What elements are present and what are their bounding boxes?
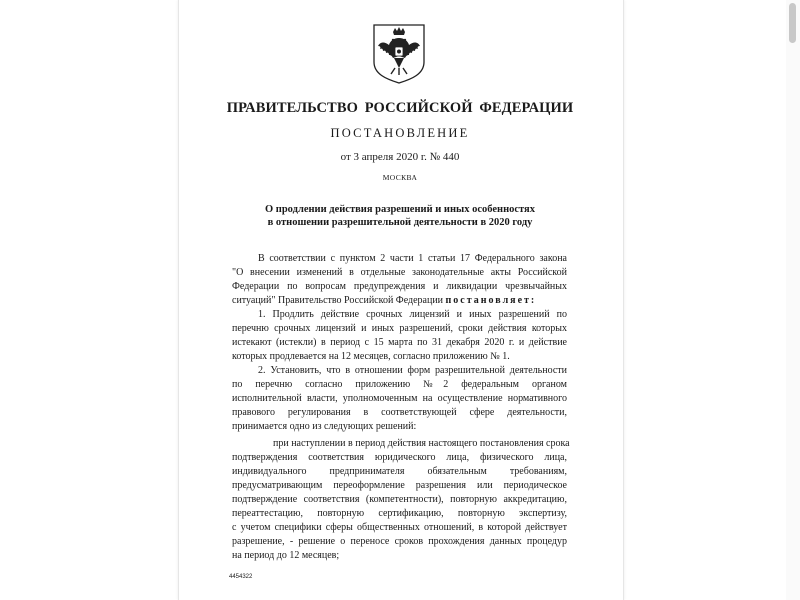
body-line: которых продлевается на 12 месяцев, согласно приложению № 1.	[232, 351, 510, 362]
document-date-number: от 3 апреля 2020 г. № 440	[340, 151, 460, 163]
body-line: истекают (истекли) в период с 15 марта по 31 декабря 2020 г. и действие	[232, 337, 567, 348]
body-text: ситуаций" Правительство Российской Федерации	[232, 295, 446, 306]
body-line: переаттестацию, повторную сертификацию, повторную экспертизу,	[232, 508, 567, 519]
document-city: МОСКВА	[382, 173, 418, 182]
scrollbar-thumb[interactable]	[789, 3, 796, 43]
body-line: подтверждение соответствия (компетентности), повторную аккредитацию,	[232, 494, 567, 505]
document-subject	[178, 203, 622, 229]
body-line: по перечню согласно приложению №2 федеральным органом	[232, 379, 567, 390]
subject-line: в отношении разрешительной деятельности в 2020 году	[267, 217, 533, 228]
body-line: перечню срочных лицензий и иных разрешений, сроки действия которых	[232, 323, 567, 334]
body-line: В соответствии с пунктом 2 части 1 статьи 17 Федерального закона	[258, 253, 567, 264]
body-line: разрешение, - решение о переносе сроков прохождения данных процедур	[232, 536, 567, 547]
body-line: индивидуального предпринимателя обязательным требованиям,	[232, 466, 567, 477]
document-type: ПОСТАНОВЛЕНИЕ	[330, 126, 470, 140]
resolution-keyword: постановляет:	[445, 295, 537, 306]
body-line: исполнительной власти, уполномоченным на осуществление нормативного	[232, 393, 567, 404]
body-line: подтверждения соответствия юридического лица, физического лица,	[232, 452, 567, 463]
subject-line: О продлении действия разрешений и иных особенностях	[265, 204, 535, 215]
body-line: с учетом специфики сферы общественных отношений, в которой действует	[232, 522, 567, 533]
document-footer-id: 4454322	[229, 574, 253, 580]
body-line: на период до 12 месяцев;	[232, 550, 340, 561]
scrollbar-track[interactable]	[786, 0, 800, 600]
body-line: 2. Установить, что в отношении форм разрешительной деятельности	[258, 365, 567, 376]
body-line: предусматривающим переоформление разрешения или периодическое	[232, 480, 567, 491]
body-line: "О внесении изменений в отдельные законодательные акты Российской	[232, 267, 567, 278]
body-line: Федерации по вопросам предупреждения и ликвидации чрезвычайных	[232, 281, 567, 292]
state-emblem-icon	[368, 22, 430, 84]
body-line	[232, 295, 567, 307]
body-line: принимается одно из следующих решений:	[232, 421, 417, 432]
government-title: ПРАВИТЕЛЬСТВО РОССИЙСКОЙ ФЕДЕРАЦИИ	[226, 100, 574, 116]
body-line: 1. Продлить действие срочных лицензий и иных разрешений по	[258, 309, 567, 320]
body-line: при наступлении в период действия настоящего постановления срока	[273, 438, 570, 449]
body-line: правового регулирования в соответствующей сфере деятельности,	[232, 407, 567, 418]
